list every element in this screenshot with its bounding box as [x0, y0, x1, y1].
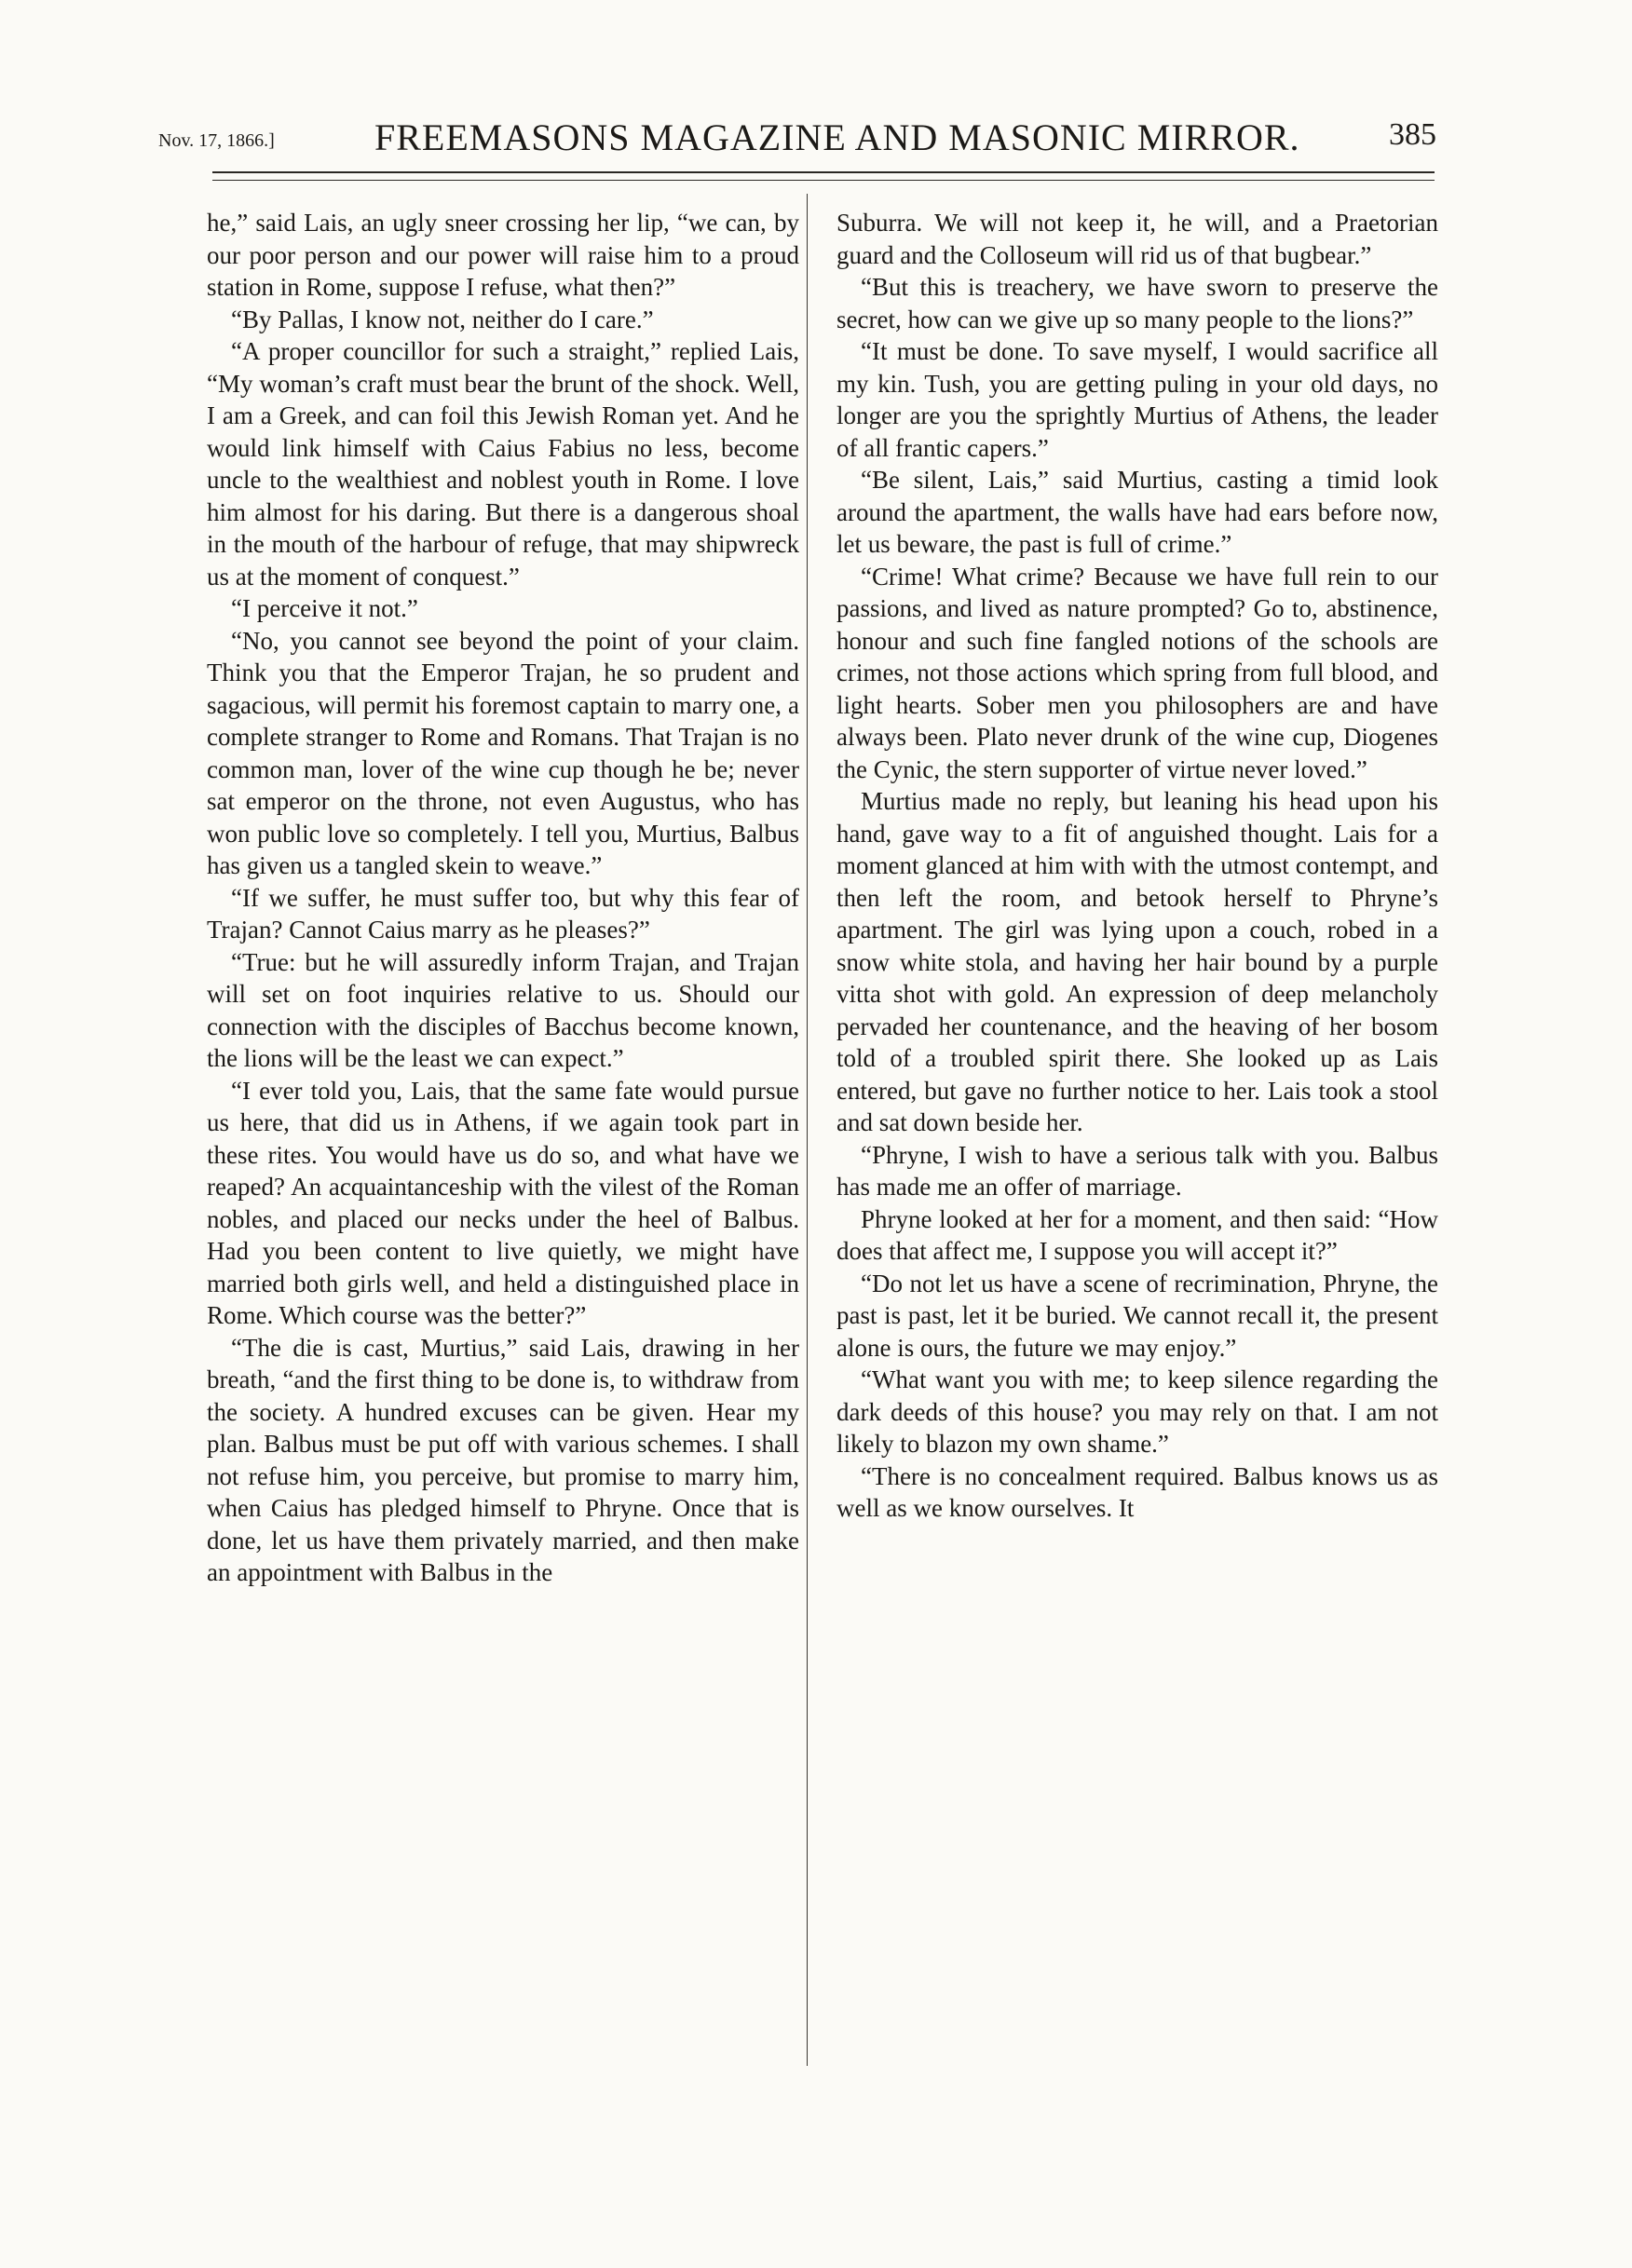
- paragraph: “There is no concealment required. Balbus knows us as well as we know ourselves. It: [836, 1461, 1438, 1522]
- paragraph: “I perceive it not.”: [231, 594, 418, 622]
- paragraph: “A proper councillor for such a straight,” replied Lais, “My woman’s craft must bear the brunt of the shock. Well, I am a Greek, and can foil this Jewish Roman yet. And he would link himself with Caius Fabius no less, become uncle to the wealthiest and noblest youth in Rome. I love him almost for his daring. But there is a dangerous shoal in the mouth of the harbour of refuge, that may shipwreck us at the moment of conquest.”: [207, 337, 799, 591]
- left-column: [207, 207, 799, 1589]
- page-number: 385: [1389, 117, 1436, 152]
- paragraph: “I ever told you, Lais, that the same fate would pursue us here, that did us in Athens, if we again took part in these rites. You would have us do so, and what have we reaped? An acquaintanceship with the vilest of the Roman nobles, and placed our necks under the heel of Balbus. Had you been content to live quietly, we might have married both girls well, and held a distinguished place in Rome. Which course was the better?”: [207, 1076, 799, 1329]
- paragraph: “By Pallas, I know not, neither do I care.”: [231, 305, 654, 333]
- header-rule-thick: [212, 171, 1435, 173]
- column-divider: [807, 194, 808, 2066]
- paragraph: “True: but he will assuredly inform Trajan, and Trajan will set on foot inquiries relative to us. Should our connection with the disciples of Bacchus become known, the lions will be the least we can expect.”: [207, 947, 799, 1072]
- paragraph: “But this is treachery, we have sworn to preserve the secret, how can we give up so many people to the lions?”: [836, 273, 1438, 333]
- paragraph: he,” said Lais, an ugly sneer crossing her lip, “we can, by our poor person and our power will raise him to a proud station in Rome, suppose I refuse, what then?”: [207, 209, 799, 301]
- paragraph: Suburra. We will not keep it, he will, and a Praetorian guard and the Colloseum will rid us of that bugbear.”: [836, 209, 1438, 269]
- paragraph: “No, you cannot see beyond the point of your claim. Think you that the Emperor Trajan, he so prudent and sagacious, will permit his foremost captain to marry one, a complete stranger to Rome and Romans. That Trajan is no common man, lover of the wine cup though he be; never sat emperor on the throne, not even Augustus, who has won public love so completely. I tell you, Murtius, Balbus has given us a tangled skein to weave.”: [207, 626, 799, 879]
- paragraph: “Crime! What crime? Because we have full rein to our passions, and lived as nature prompted? Go to, abstinence, honour and such fine fangled notions of the schools are crimes, not those actions which spring from full blood, and light hearts. Sober men you philosophers are and have always been. Plato never drunk of the wine cup, Diogenes the Cynic, the stern supporter of virtue never loved.”: [836, 562, 1438, 783]
- paragraph: “It must be done. To save myself, I would sacrifice all my kin. Tush, you are getting puling in your old days, no longer are you the sprightly Murtius of Athens, the leader of all frantic capers.”: [836, 337, 1438, 462]
- paragraph: “Be silent, Lais,” said Murtius, casting a timid look around the apartment, the walls have had ears before now, let us beware, the past is full of crime.”: [836, 466, 1438, 558]
- paragraph: “What want you with me; to keep silence regarding the dark deeds of this house? you may rely on that. I am not likely to blazon my own shame.”: [836, 1365, 1438, 1458]
- header-rule-thin: [212, 180, 1435, 181]
- page-header: [158, 110, 1436, 166]
- issue-date: Nov. 17, 1866.]: [158, 130, 275, 151]
- magazine-title: FREEMASONS MAGAZINE AND MASONIC MIRROR.: [374, 116, 1300, 158]
- paragraph: “Phryne, I wish to have a serious talk with you. Balbus has made me an offer of marriage.: [836, 1140, 1438, 1201]
- right-column: [836, 207, 1438, 1525]
- paragraph: “If we suffer, he must suffer too, but why this fear of Trajan? Cannot Caius marry as he pleases?”: [207, 883, 799, 944]
- paragraph: “The die is cast, Murtius,” said Lais, drawing in her breath, “and the first thing to be done is, to withdraw from the society. A hundred excuses can be given. Hear my plan. Balbus must be put off with various schemes. I shall not refuse him, you perceive, but promise to marry him, when Caius has pledged himself to Phryne. Once that is done, let us have them privately married, and then make an appointment with Balbus in the: [207, 1333, 799, 1586]
- paragraph: Murtius made no reply, but leaning his head upon his hand, gave way to a fit of anguished thought. Lais for a moment glanced at him with with the utmost contempt, and then left the room, and betook herself to Phryne’s apartment. The girl was lying upon a couch, robed in a snow white stola, and having her hair bound by a purple vitta shot with gold. An expression of deep melancholy pervaded her countenance, and the heaving of her bosom told of a troubled spirit there. She looked up as Lais entered, but gave no further notice to her. Lais took a stool and sat down beside her.: [836, 787, 1438, 1136]
- paragraph: “Do not let us have a scene of recrimination, Phryne, the past is past, let it be buried. We cannot recall it, the present alone is ours, the future we may enjoy.”: [836, 1269, 1438, 1362]
- paragraph: Phryne looked at her for a moment, and then said: “How does that affect me, I suppose you will accept it?”: [836, 1204, 1438, 1265]
